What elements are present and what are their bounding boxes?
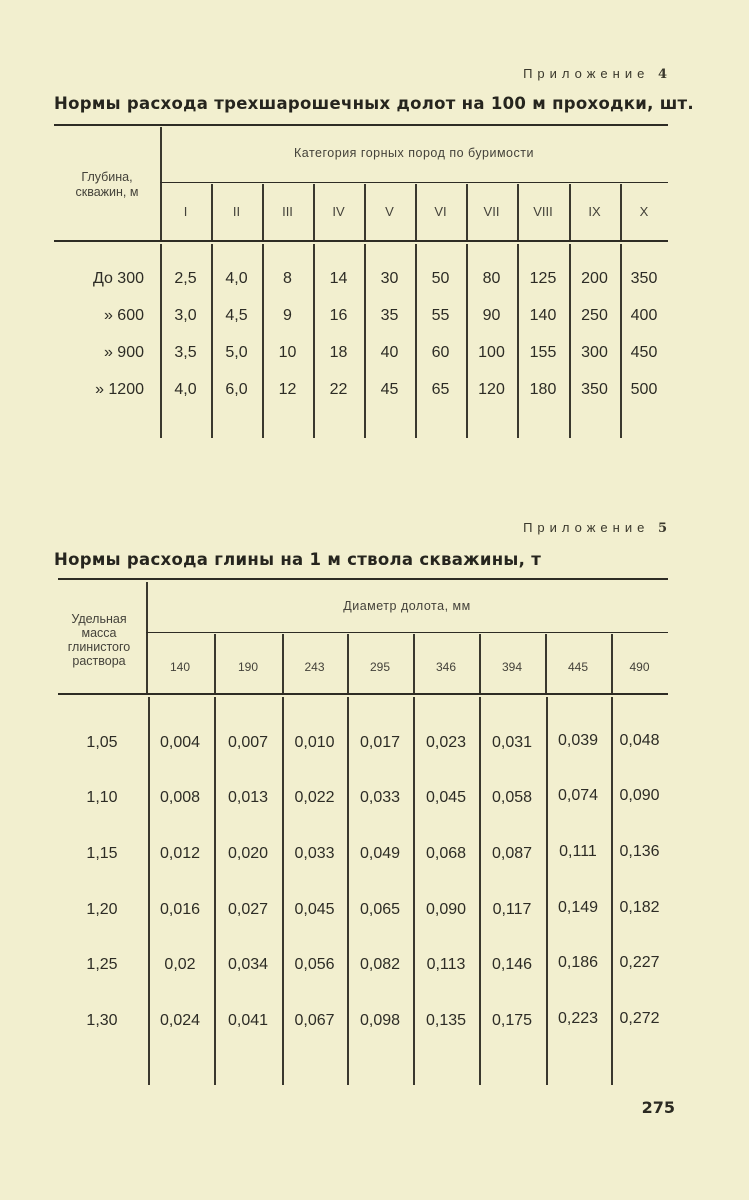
table-1-cell: 10 [278,344,297,361]
table-1-row-label: » 900 [103,344,144,361]
table-1-cell: 90 [482,307,501,324]
table-1-cell: 30 [380,270,399,287]
table-2-col-divider [214,634,216,693]
table-2-cell: 0,056 [294,956,335,973]
table-1-col-header: VIII [533,204,553,219]
table-2-cell: 0,034 [227,956,269,973]
table-1-cell: 60 [431,344,450,361]
table-1-corner-header: Глубина, скважин, м [75,170,139,199]
table-1-col-divider [211,184,213,240]
table-1-col-header: V [385,204,394,219]
table-1-col-divider [517,184,519,240]
appendix-4-number: 4 [657,67,667,82]
table-1-cell: 450 [630,344,658,361]
table-2-col-header: 295 [369,660,391,674]
table-2-title: Нормы расхода глины на 1 м ствола скважины, т [54,550,542,569]
table-2-col-header: 243 [304,660,325,674]
table-1-row-label: » 600 [103,307,144,324]
table-2-col-divider [611,634,613,693]
table-2-cell: 0,117 [492,901,532,918]
table-2-top-rule [58,578,668,580]
table-2-cell: 0,007 [227,734,269,751]
table-1-cell: 140 [529,307,557,324]
table-1-cell: 14 [329,270,348,287]
table-1-cell: 45 [380,381,399,398]
table-1-cell: 4,0 [174,381,197,398]
table-1-cell: 155 [529,344,557,361]
table-2-col-header: 190 [237,660,259,674]
table-2-cell: 0,111 [559,843,597,860]
table-2-cell: 0,045 [294,901,335,918]
table-2-row-label: 1,20 [86,901,118,918]
table-1-cell: 180 [529,381,557,398]
table-1-row-label: До 300 [92,270,144,287]
table-2-cell: 0,098 [359,1012,401,1029]
table-2-cell: 0,058 [491,789,533,806]
table-1-col-header: X [639,204,649,219]
table-2-cell: 0,065 [359,901,401,918]
table-1-cell: 8 [283,270,292,287]
table-1-col-divider [262,184,264,240]
table-1-col-header: I [183,204,188,219]
table-2-cell: 0,182 [619,899,660,916]
table-2-cell: 0,049 [359,845,401,862]
appendix-5-label [523,520,667,536]
table-2-cell: 0,090 [619,787,660,804]
table-2-row-label: 1,05 [86,734,118,751]
table-1-col-divider [313,184,315,240]
table-2-cell: 0,020 [227,845,269,862]
table-2-cell: 0,008 [159,789,201,806]
table-2-cell: 0,186 [557,954,599,971]
table-1-cell: 5,0 [225,344,248,361]
table-1-cell: 9 [283,307,292,324]
table-1-col-header: VII [483,204,500,219]
table-1-group-header: Категория горных пород по буримости [294,146,534,160]
table-2-cell: 0,045 [425,789,467,806]
table-1-stub-divider [160,127,162,241]
table-1-col-header: VI [434,204,447,219]
table-1-cell: 50 [431,270,450,287]
table-2-cell: 0,068 [425,845,467,862]
table-2-cell: 0,033 [294,845,335,862]
table-2-cell: 0,149 [557,899,599,916]
appendix-5-word: Приложение [523,520,650,535]
table-2-cell: 0,227 [619,954,660,971]
table-1-top-rule [54,124,668,126]
appendix-5-number: 5 [657,521,667,536]
table-2-cell: 0,175 [491,1012,533,1029]
table-2-cell: 0,272 [619,1010,660,1027]
table-1-col-header: IV [332,204,345,219]
table-2-group-header: Диаметр долота, мм [343,599,471,613]
table-2-row-label: 1,30 [86,1012,118,1029]
table-1-cell: 6,0 [225,381,248,398]
table-2-cell: 0,031 [491,734,533,751]
table-1-cell: 18 [329,344,348,361]
table-2-row-label: 1,15 [86,845,118,862]
table-2-cell: 0,087 [491,845,533,862]
table-2-cell: 0,113 [426,956,466,973]
table-1-cell: 22 [329,381,348,398]
table-1-cell: 16 [329,307,348,324]
appendix-4-label [523,66,667,82]
table-1-cell: 300 [581,344,608,361]
table-2-cell: 0,136 [619,843,660,860]
page-number: 275 [641,1098,675,1117]
table-1-cell: 55 [431,307,450,324]
table-1-col-divider [466,184,468,240]
table-2-col-divider [413,634,415,693]
table-1-row-label: » 1200 [95,381,144,398]
table-1-cell: 350 [630,270,658,287]
table-1-cell: 12 [278,381,297,398]
table-1-cell: 400 [630,307,658,324]
table-1-cell: 250 [581,307,608,324]
table-2-col-header: 490 [629,660,650,674]
table-1-cell: 350 [581,381,608,398]
table-1-col-divider [415,184,417,240]
table-2-cell: 0,041 [227,1012,269,1029]
table-2-cell: 0,022 [294,789,335,806]
table-2-col-divider [282,634,284,693]
table-2-col-header: 346 [435,660,457,674]
table-2-col-header: 140 [169,660,191,674]
table-2-cell: 0,027 [227,901,269,918]
table-1-cell: 125 [529,270,557,287]
table-2-cell: 0,004 [159,734,201,751]
table-1-col-header: IX [588,204,601,219]
table-2-row-label: 1,10 [86,789,118,806]
table-1-cell: 200 [581,270,608,287]
table-1-cell: 4,5 [225,307,248,324]
table-2-cell: 0,090 [425,901,467,918]
table-1-col-divider [364,184,366,240]
table-2-group-underline [146,632,668,633]
table-1-cell: 40 [380,344,399,361]
table-1-header-rule [54,240,668,242]
table-2-corner-header: Удельная масса глинистого раствора [67,612,131,668]
table-2-cell: 0,010 [294,734,335,751]
table-2-col-header: 445 [567,660,589,674]
table-1-col-divider [620,184,622,240]
table-2-cell: 0,024 [159,1012,201,1029]
table-2-cell: 0,146 [491,956,533,973]
table-1-cell: 120 [478,381,505,398]
table-1-col-divider [569,184,571,240]
table-2-cell: 0,013 [227,789,269,806]
table-1-group-underline [160,182,668,183]
table-2-header-rule [58,693,668,695]
table-2-col-divider [479,634,481,693]
table-1-cell: 65 [431,381,450,398]
table-1-cell: 2,5 [174,270,197,287]
table-1-cell: 3,5 [174,344,197,361]
table-2-col-divider [545,634,547,693]
table-2-row-label: 1,25 [86,956,118,973]
table-2-cell: 0,135 [425,1012,467,1029]
table-2-cell: 0,223 [557,1010,599,1027]
table-2-cell: 0,067 [294,1012,335,1029]
table-1-cell: 3,0 [174,307,197,324]
table-2-col-divider [347,634,349,693]
table-1-col-header: III [282,204,293,219]
table-2-cell: 0,074 [557,787,599,804]
table-2-col-header: 394 [501,660,523,674]
table-2-cell: 0,082 [359,956,401,973]
table-1-cell: 35 [380,307,399,324]
table-2-cell: 0,016 [159,901,201,918]
table-1-cell: 4,0 [225,270,248,287]
table-2-cell: 0,017 [359,734,401,751]
table-2-cell: 0,02 [164,956,196,973]
table-2-cell: 0,048 [619,732,660,749]
table-1-cell: 500 [630,381,658,398]
table-1-col-header: II [232,204,241,219]
table-2-cell: 0,023 [425,734,467,751]
table-1-title: Нормы расхода трехшарошечных долот на 100 м проходки, шт. [54,94,694,113]
table-1-cell: 80 [482,270,501,287]
table-2-cell: 0,012 [159,845,201,862]
table-2-cell: 0,039 [557,732,599,749]
table-1-cell: 100 [478,344,505,361]
table-2-cell: 0,033 [359,789,401,806]
appendix-4-word: Приложение [523,66,650,81]
